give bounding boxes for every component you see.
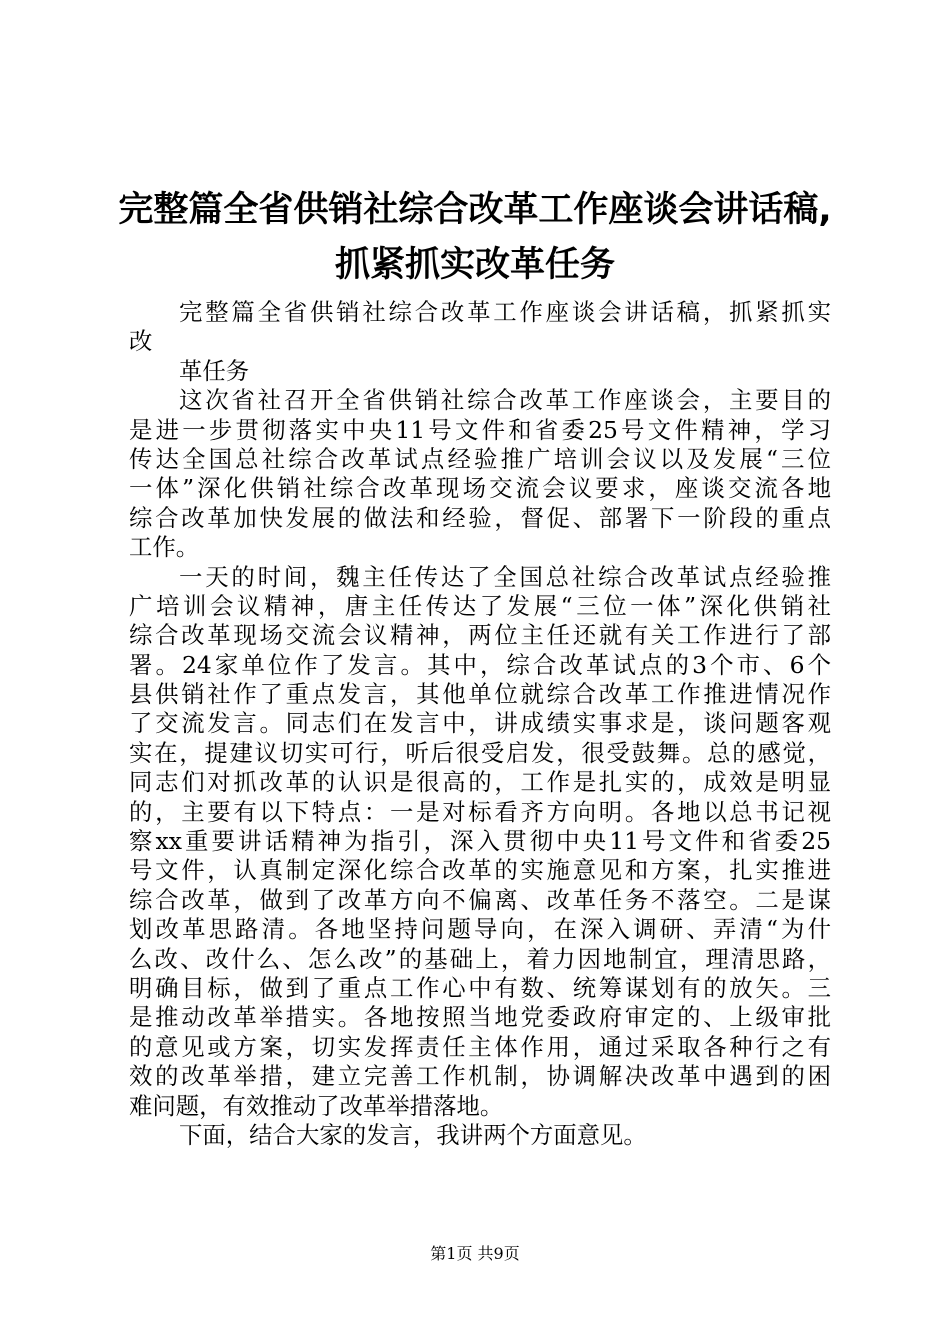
- document-title-line-2: 抓紧抓实改革任务: [334, 245, 615, 285]
- body-line: 么改、改什么、怎么改”的基础上，着力因地制宜，理清思路，: [129, 944, 831, 973]
- body-line: 这次省社召开全省供销社综合改革工作座谈会，主要目的: [179, 386, 831, 415]
- body-line: 下面，结合大家的发言，我讲两个方面意见。: [179, 1120, 647, 1149]
- body-line: 的意见或方案，切实发挥责任主体作用，通过采取各种行之有: [129, 1032, 831, 1061]
- body-line: 号文件，认真制定深化综合改革的实施意见和方案，扎实推进: [129, 856, 831, 885]
- page-number-footer: 第1页 共9页: [430, 1244, 520, 1263]
- body-line: 效的改革举措，建立完善工作机制，协调解决改革中遇到的困: [129, 1062, 831, 1091]
- body-line: 的，主要有以下特点：一是对标看齐方向明。各地以总书记视: [129, 797, 831, 826]
- body-line: 察xx重要讲话精神为指引，深入贯彻中央11号文件和省委25: [129, 827, 831, 856]
- body-line: 是进一步贯彻落实中央11号文件和省委25号文件精神，学习: [129, 415, 831, 444]
- body-line: 明确目标，做到了重点工作心中有数、统筹谋划有的放矢。三: [129, 973, 831, 1002]
- document-body: [129, 298, 831, 1150]
- body-line: 一天的时间，魏主任传达了全国总社综合改革试点经验推: [179, 562, 831, 591]
- body-line: 划改革思路清。各地坚持问题导向，在深入调研、弄清“为什: [129, 915, 831, 944]
- body-line: 综合改革加快发展的做法和经验，督促、部署下一阶段的重点: [129, 503, 831, 532]
- body-line: 同志们对抓改革的认识是很高的，工作是扎实的，成效是明显: [129, 768, 831, 797]
- body-line: 完整篇全省供销社综合改革工作座谈会讲话稿，抓紧抓实: [179, 298, 831, 326]
- body-line: 工作。: [129, 533, 200, 562]
- body-line: 县供销社作了重点发言，其他单位就综合改革工作推进情况作: [129, 680, 831, 709]
- body-line: 革任务: [179, 356, 250, 385]
- body-line: 综合改革现场交流会议精神，两位主任还就有关工作进行了部: [129, 621, 831, 650]
- body-line: 广培训会议精神，唐主任传达了发展“三位一体”深化供销社: [129, 591, 831, 620]
- body-line: 是推动改革举措实。各地按照当地党委政府审定的、上级审批: [129, 1003, 831, 1032]
- body-line: 综合改革，做到了改革方向不偏离、改革任务不落空。二是谋: [129, 885, 831, 914]
- document-title-line-1: 完整篇全省供销社综合改革工作座谈会讲话稿,: [118, 190, 832, 230]
- body-line: 署。24家单位作了发言。其中，综合改革试点的3个市、6个: [129, 650, 831, 679]
- body-line: 实在，提建议切实可行，听后很受启发，很受鼓舞。总的感觉，: [129, 738, 831, 767]
- body-line: 难问题，有效推动了改革举措落地。: [129, 1091, 504, 1120]
- body-line: 一体”深化供销社综合改革现场交流会议要求，座谈交流各地: [129, 474, 831, 503]
- body-line: 了交流发言。同志们在发言中，讲成绩实事求是，谈问题客观: [129, 709, 831, 738]
- body-line: 传达全国总社综合改革试点经验推广培训会议以及发展“三位: [129, 444, 831, 473]
- body-line: 改: [129, 327, 153, 356]
